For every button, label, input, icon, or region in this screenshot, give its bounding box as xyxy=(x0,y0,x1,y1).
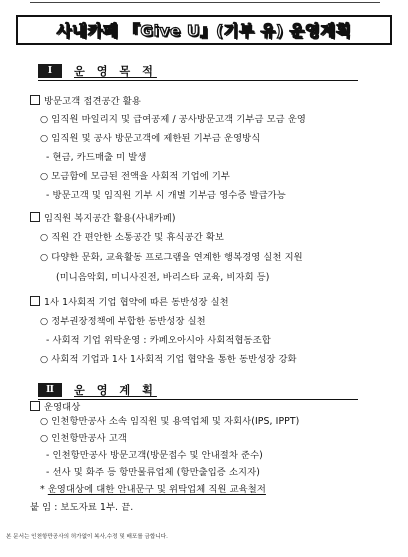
line-text: 직원 간 편안한 소통공간 및 휴식공간 확보 xyxy=(51,232,224,243)
body-line xyxy=(40,433,127,445)
line-text: 인천항만공사 방문고객(방문접수 및 안내절차 준수) xyxy=(52,450,263,461)
bullet-mark: ○ xyxy=(40,416,52,427)
bullet-mark: - xyxy=(46,450,53,461)
body-line xyxy=(40,114,306,126)
bullet-mark: ○ xyxy=(40,316,52,327)
line-text: 인천항만공사 고객 xyxy=(51,433,127,444)
body-line xyxy=(40,354,297,366)
top-rule xyxy=(30,2,380,3)
line-text: 현금, 카드매출 미 발생 xyxy=(52,152,147,163)
section-1-number: Ⅰ xyxy=(38,64,62,78)
bullet-mark: ○ xyxy=(40,232,52,243)
line-text: 임직원 및 공사 방문고객에 제한된 기부금 운영방식 xyxy=(51,133,261,144)
body-line xyxy=(30,95,141,108)
body-line xyxy=(30,212,176,225)
line-text: 정부권장정책에 부합한 동반성장 실천 xyxy=(51,316,206,327)
line-text: 임직원 복지공간 활용(사내카페) xyxy=(44,213,176,224)
footer-notice: 본 문서는 인천항만공사의 허가없이 복사,수정 및 배포를 금합니다. xyxy=(6,534,168,540)
section-1-rule xyxy=(38,80,358,81)
section-1-title: 운 영 목 적 xyxy=(74,64,157,78)
line-text: 임직원 마일리지 및 급여공제 / 공사방문고객 기부금 모금 운영 xyxy=(51,114,306,125)
line-text: 1사 1사회적 기업 협약에 따른 동반성장 실천 xyxy=(44,297,229,308)
checkbox-square-icon xyxy=(30,212,40,222)
section-2-number: Ⅱ xyxy=(38,383,62,397)
body-line xyxy=(40,252,303,264)
title-box xyxy=(16,15,392,45)
line-text: (미니음악회, 미니사진전, 바리스타 교육, 비자회 등) xyxy=(56,272,270,283)
section-1-heading xyxy=(38,62,157,79)
bullet-mark: - xyxy=(46,152,53,163)
body-line xyxy=(40,484,266,496)
line-text: 운영대상에 대한 안내문구 및 위탁업체 직원 교육철저 xyxy=(47,484,266,495)
body-line xyxy=(40,133,260,145)
bullet-mark: ○ xyxy=(40,433,52,444)
line-text: 방문고객 접견공간 활용 xyxy=(44,96,141,107)
body-line xyxy=(40,416,299,428)
bullet-mark: ○ xyxy=(40,133,52,144)
body-line xyxy=(46,450,263,462)
body-line xyxy=(46,152,146,164)
bullet-mark: ○ xyxy=(40,354,52,365)
body-line xyxy=(46,467,260,479)
bullet-mark: - xyxy=(46,335,53,346)
attachment-text: 붙 임 : 보도자료 1부. 끝. xyxy=(30,502,134,513)
body-line xyxy=(56,272,270,284)
line-text: 선사 및 화주 등 항만물류업체 (항만출입증 소지자) xyxy=(52,467,260,478)
line-text: 인천항만공사 소속 임직원 및 용역업체 및 자회사(IPS, IPPT) xyxy=(51,416,300,427)
body-line xyxy=(40,171,230,183)
bullet-mark: ○ xyxy=(40,171,52,182)
bullet-mark: - xyxy=(46,467,53,478)
document-title: 사내카페 『Give U』(기부 유) 운영계획 xyxy=(56,22,352,40)
section-2-title: 운 영 계 획 xyxy=(74,383,157,397)
line-text: 다양한 문화, 교육활동 프로그램을 연계한 행복경영 실천 지원 xyxy=(51,252,303,263)
line-text: 사회적 기업과 1사 1사회적 기업 협약을 통한 동반성장 강화 xyxy=(51,354,297,365)
section-2-rule xyxy=(38,399,358,400)
attachment-line xyxy=(30,502,133,514)
body-line xyxy=(30,401,80,414)
body-line xyxy=(40,316,206,328)
checkbox-square-icon xyxy=(30,95,40,105)
line-text: 방문고객 및 임직원 기부 시 개별 기부금 영수증 발급가능 xyxy=(52,190,286,201)
body-line xyxy=(30,296,229,309)
bullet-mark: * xyxy=(40,484,48,495)
body-line xyxy=(40,232,224,244)
checkbox-square-icon xyxy=(30,401,40,411)
checkbox-square-icon xyxy=(30,296,40,306)
body-line xyxy=(46,190,286,202)
bullet-mark: ○ xyxy=(40,114,52,125)
section-2-heading xyxy=(38,381,157,398)
line-text: 운영대상 xyxy=(44,402,81,413)
line-text: 모금함에 모금된 전액을 사회적 기업에 기부 xyxy=(51,171,231,182)
body-line xyxy=(46,335,271,347)
line-text: 사회적 기업 위탁운영 : 카페오아시아 사회적협동조합 xyxy=(52,335,271,346)
bullet-mark: ○ xyxy=(40,252,52,263)
bullet-mark: - xyxy=(46,190,53,201)
